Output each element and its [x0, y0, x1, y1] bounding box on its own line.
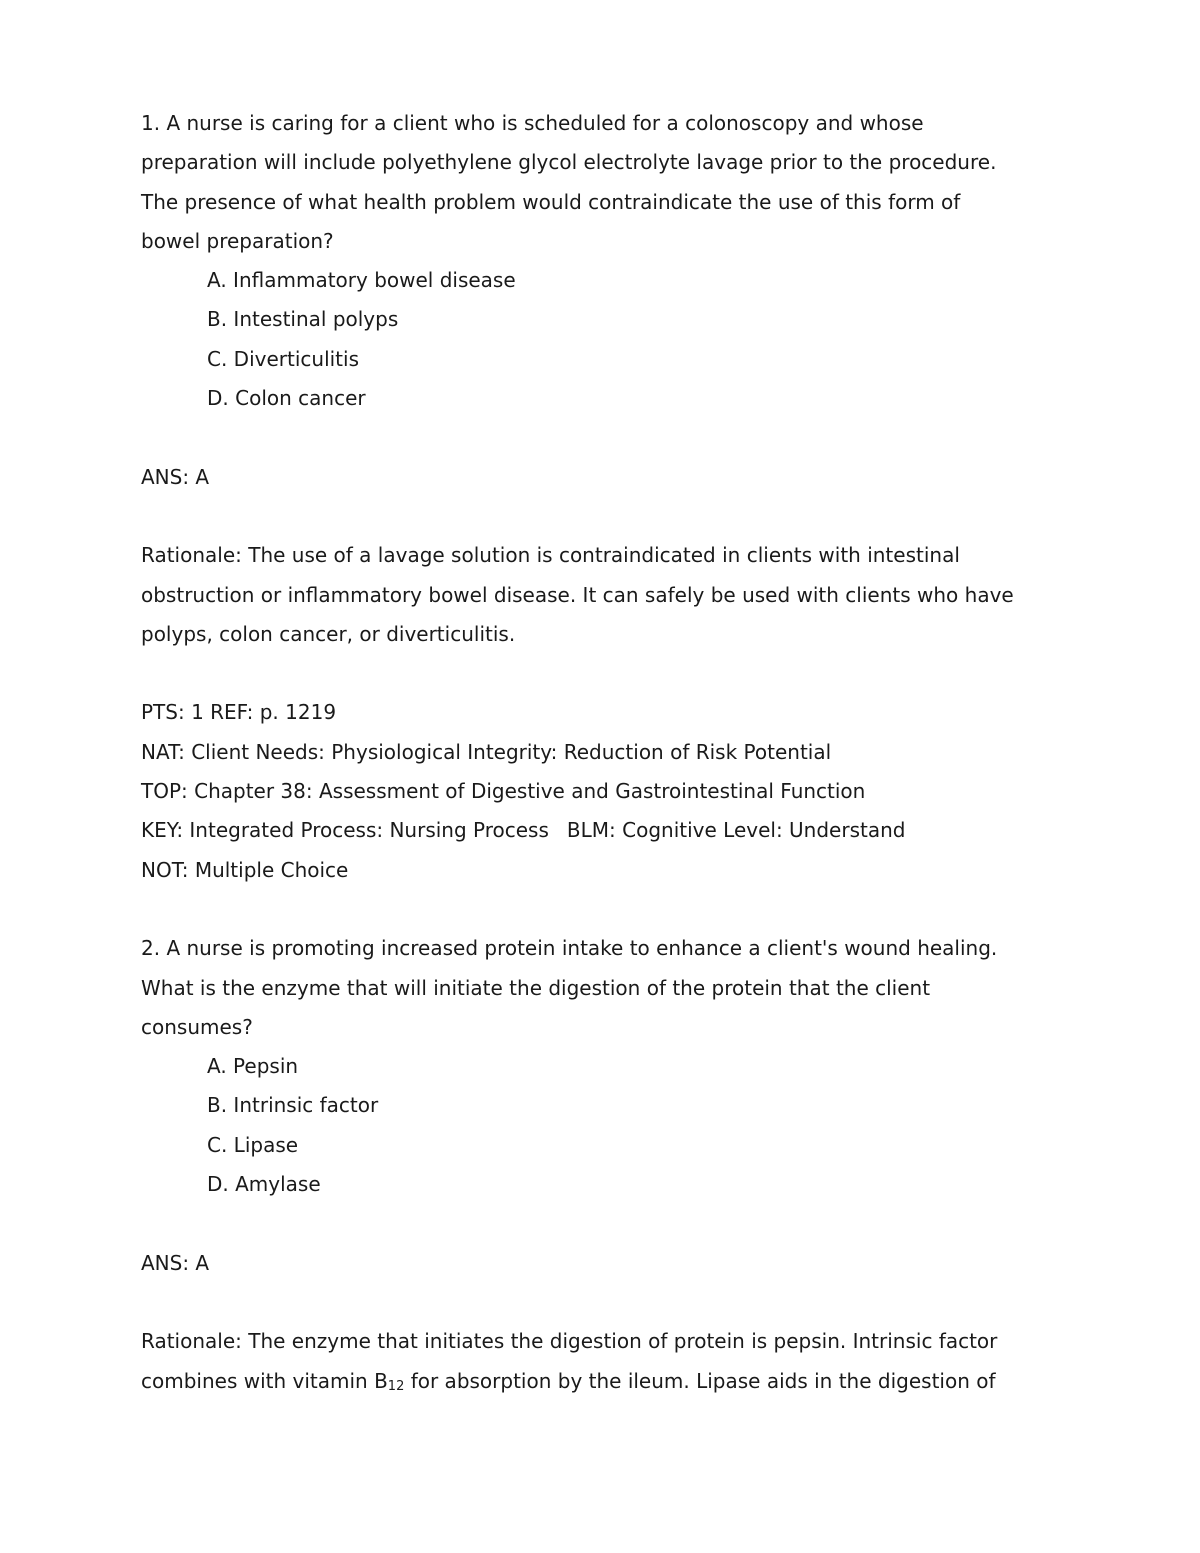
spacer	[141, 418, 1101, 457]
question-1-rationale-line: polyps, colon cancer, or diverticulitis.	[141, 621, 516, 646]
question-1-key: KEY: Integrated Process: Nursing Process	[141, 818, 549, 843]
question-2-answer: ANS: A	[141, 1250, 210, 1275]
question-1-nat: NAT: Client Needs: Physiological Integrity: Reduction of Risk Potential	[141, 739, 832, 764]
question-2-stem-line: What is the enzyme that will initiate the digestion of the protein that the client	[141, 975, 931, 1000]
question-2-stem-line: 2. A nurse is promoting increased protein intake to enhance a client's wound healing.	[141, 936, 998, 961]
question-2-rationale-line	[141, 1362, 1101, 1401]
question-1-option-c: C. Diverticulitis	[207, 346, 360, 371]
question-1-rationale-line: Rationale: The use of a lavage solution is contraindicated in clients with intestinal	[141, 543, 960, 568]
rationale-text: for absorption by the ileum. Lipase aids in the digestion of	[404, 1368, 996, 1393]
question-1-stem-line: preparation will include polyethylene glycol electrolyte lavage prior to the procedure.	[141, 150, 997, 175]
question-2-option-b: B. Intrinsic factor	[207, 1093, 379, 1118]
rationale-text: combines with vitamin B	[141, 1368, 388, 1393]
spacer	[141, 1283, 1101, 1322]
question-1-rationale-line: obstruction or inflammatory bowel disease. It can safely be used with clients who have	[141, 582, 1014, 607]
question-1-key-blm-row	[141, 811, 1101, 850]
spacer	[141, 1204, 1101, 1243]
question-1-option-d: D. Colon cancer	[207, 386, 366, 411]
spacer	[141, 654, 1101, 693]
subscript: 12	[387, 1378, 405, 1394]
question-1-stem-line: The presence of what health problem would contraindicate the use of this form of	[141, 189, 961, 214]
question-2-option-c: C. Lipase	[207, 1132, 299, 1157]
question-2-stem-line: consumes?	[141, 1014, 253, 1039]
question-1-option-b: B. Intestinal polyps	[207, 307, 399, 332]
question-1-stem-line: bowel preparation?	[141, 228, 334, 253]
question-1-stem-line: 1. A nurse is caring for a client who is scheduled for a colonoscopy and whose	[141, 111, 924, 135]
question-1-option-a: A. Inflammatory bowel disease	[207, 268, 516, 293]
question-2	[141, 929, 1101, 1401]
document-content	[141, 104, 1101, 1401]
question-1-pts-ref: PTS: 1 REF: p. 1219	[141, 700, 337, 725]
question-2-option-a: A. Pepsin	[207, 1054, 299, 1079]
question-1-answer: ANS: A	[141, 464, 210, 489]
question-1-top: TOP: Chapter 38: Assessment of Digestive and Gastrointestinal Function	[141, 779, 866, 804]
question-2-rationale-line: Rationale: The enzyme that initiates the digestion of protein is pepsin. Intrinsic factor	[141, 1329, 998, 1354]
question-1-blm: BLM: Cognitive Level: Understand	[566, 818, 906, 843]
spacer	[141, 890, 1101, 929]
question-2-option-d: D. Amylase	[207, 1172, 321, 1197]
question-1	[141, 104, 1101, 890]
question-1-not: NOT: Multiple Choice	[141, 857, 349, 882]
spacer	[141, 497, 1101, 536]
